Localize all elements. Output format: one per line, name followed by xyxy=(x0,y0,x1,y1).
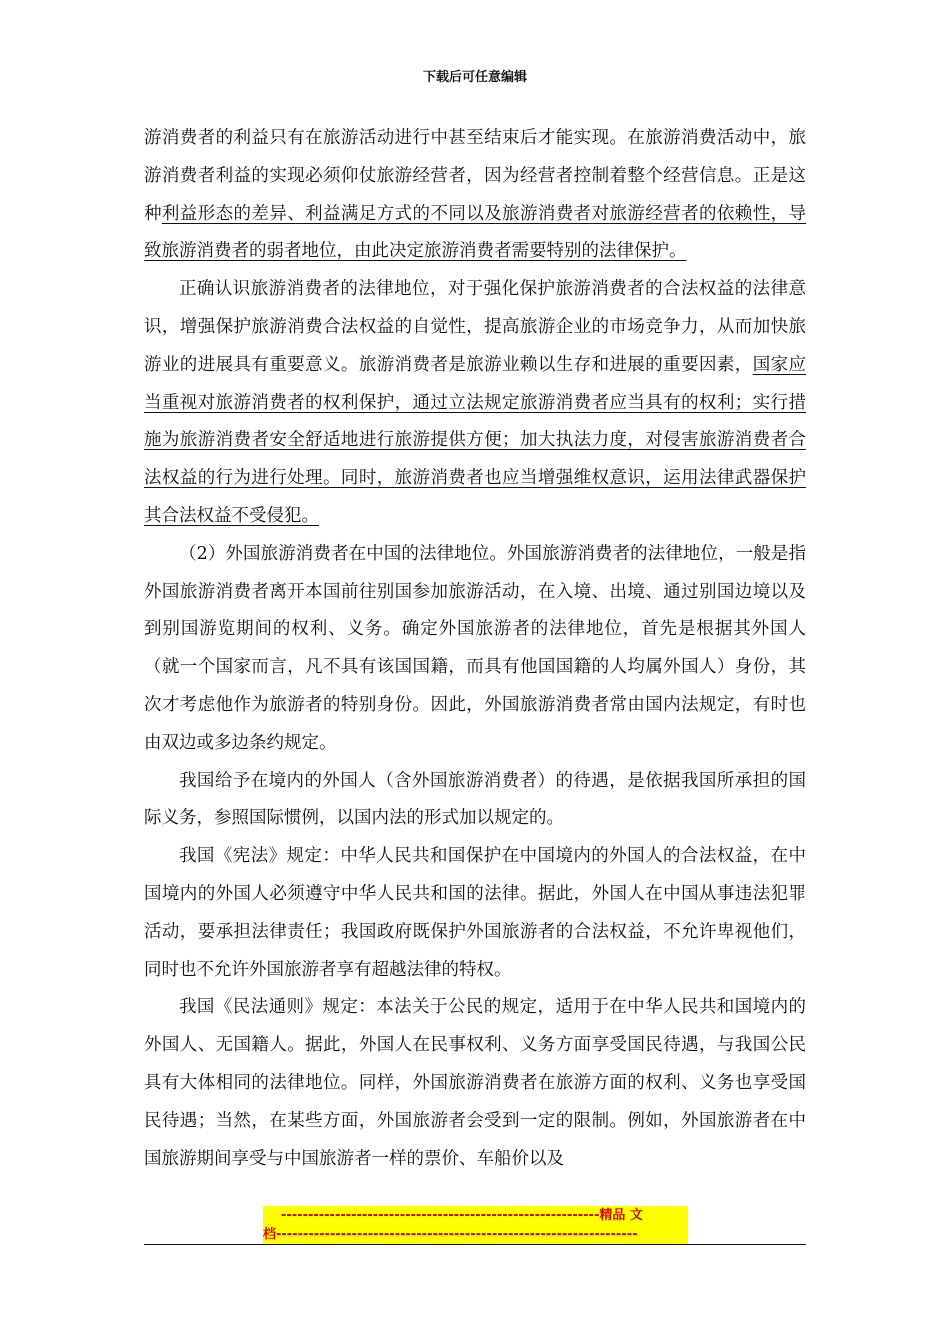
paragraph-text: （2）外国旅游消费者在中国的法律地位。外国旅游消费者的法律地位，一般是指外国旅游消费者离开本国前往别国参加旅游活动，在入境、出境、通过别国边境以及到别国游览期间的权利、义务。确定外国旅游者的法律地位，首先是根据其外国人（就一个国家而言，凡不具有该国国籍，而具有他国国籍的人均属外国人）身份，其次才考虑他作为旅游者的特别身份。因此，外国旅游消费者常由国内法规定，有时也由双边或多边条约规定。 xyxy=(144,543,806,753)
footer-line-2: 档------------------------------------------------------------------- xyxy=(263,1227,638,1242)
paragraph-4 xyxy=(144,763,806,839)
paragraph-text: 游消费者的利益只有在旅游活动进行中甚至结束后才能实现。在旅游消费活动中，旅游消费者利益的实现必须仰仗旅游经营者，因为经营者控制着整个经营信息。正是这种 xyxy=(144,128,806,224)
paragraph-text: 我国给予在境内的外国人（含外国旅游消费者）的待遇，是依据我国所承担的国际义务，参照国际惯例，以国内法的形式加以规定的。 xyxy=(144,770,806,829)
paragraph-text: 正确认识旅游消费者的法律地位，对于强化保护旅游消费者的合法权益的法律意识，增强保护旅游消费合法权益的自觉性，提高旅游企业的市场竞争力，从而加快旅游业的进展具有重要意义。旅游消费者是旅游业赖以生存和进展的重要因素， xyxy=(144,279,806,375)
footer-line-1: -----------------------------------------------------------精品 文 xyxy=(281,1208,643,1223)
paragraph-1 xyxy=(144,120,806,271)
paragraph-3 xyxy=(144,536,806,763)
underlined-text: 国家应当重视对旅游消费者的权利保护，通过立法规定旅游消费者应当具有的权利；实行措施为旅游消费者安全舒适地进行旅游提供方便；加大执法力度，对侵害旅游消费者合法权益的行为进行处理。同时，旅游消费者也应当增强维权意识，运用法律武器保护其合法权益不受侵犯。 xyxy=(144,354,807,526)
page-header: 下载后可任意编辑 xyxy=(422,70,527,85)
footer-divider xyxy=(144,1244,806,1245)
paragraph-6 xyxy=(144,989,806,1178)
paragraph-text: 我国《宪法》规定：中华人民共和国保护在中国境内的外国人的合法权益，在中国境内的外国人必须遵守中华人民共和国的法律。据此，外国人在中国从事违法犯罪活动，要承担法律责任；我国政府既保护外国旅游者的合法权益，不允许卑视他们，同时也不允许外国旅游者享有超越法律的特权。 xyxy=(144,846,806,980)
paragraph-5 xyxy=(144,838,806,989)
paragraph-text: 我国《民法通则》规定：本法关于公民的规定，适用于在中华人民共和国境内的外国人、无国籍人。据此，外国人在民事权利、义务方面享受国民待遇，与我国公民具有大体相同的法律地位。同样，外国旅游消费者在旅游方面的权利、义务也享受国民待遇；当然，在某些方面，外国旅游者会受到一定的限制。例如，外国旅游者在中国旅游期间享受与中国旅游者一样的票价、车船价以及 xyxy=(144,997,806,1169)
paragraph-2 xyxy=(144,271,806,536)
underlined-text: 利益形态的差异、利益满足方式的不同以及旅游消费者对旅游经营者的依赖性，导致旅游消费者的弱者地位，由此决定旅游消费者需要特别的法律保护。 xyxy=(144,203,807,262)
footer-watermark xyxy=(263,1206,688,1244)
document-body xyxy=(144,120,806,1178)
